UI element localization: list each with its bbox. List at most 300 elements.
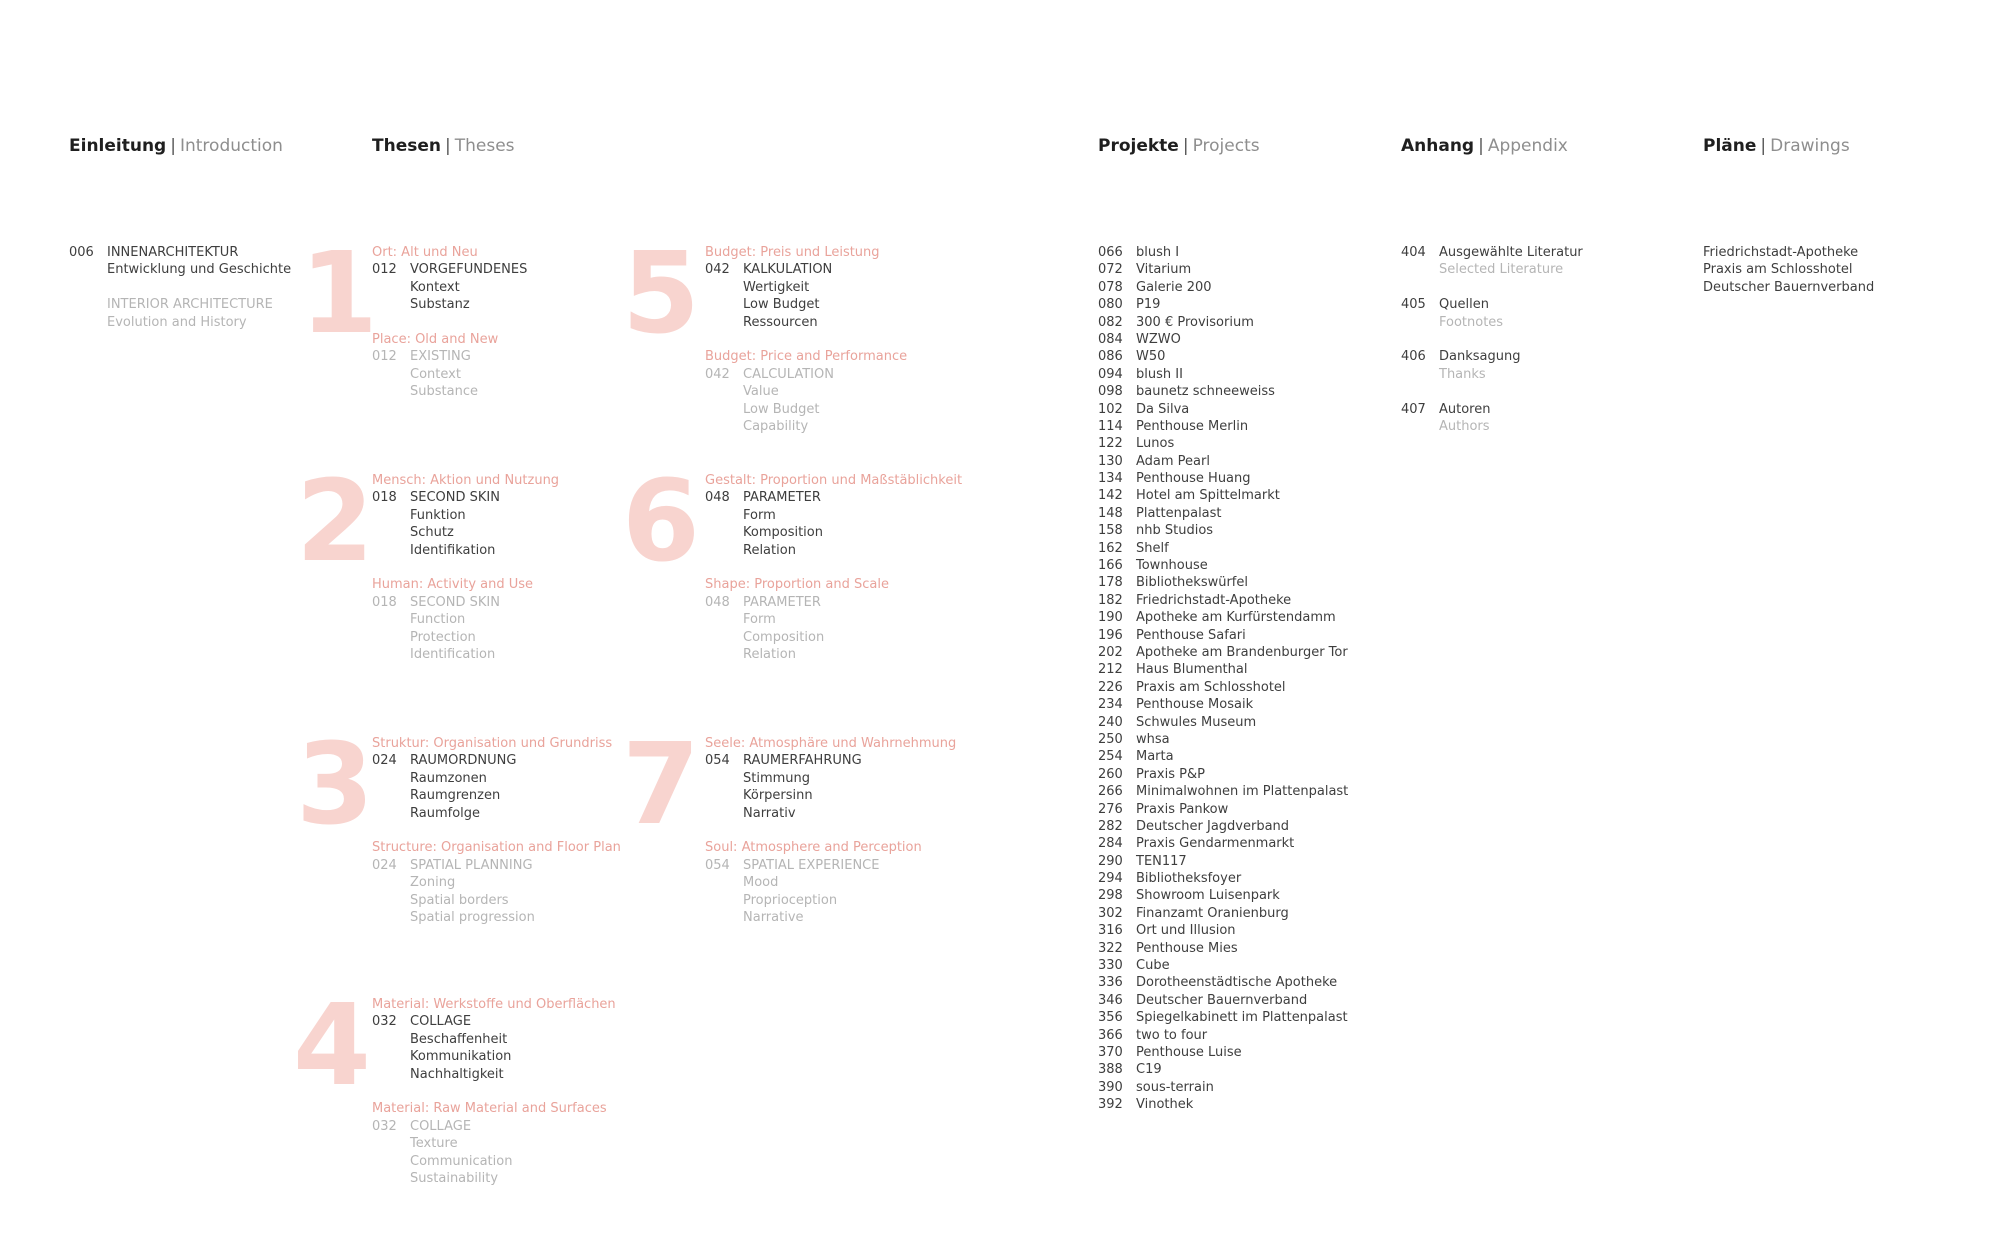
project-name: Bibliothekswürfel [1136,575,1248,591]
thesis-title-en: PARAMETER [743,594,821,610]
spacer [372,314,527,331]
project-page-number: 122 [1098,436,1123,452]
thesis-entry [372,244,527,401]
thesis-keyword-de: Relation [743,542,796,558]
project-page-number: 142 [1098,488,1123,504]
thesis-keyword-de: Narrativ [743,805,796,821]
project-name: Vinothek [1136,1097,1194,1113]
appendix-title-de: Ausgewählte Literatur [1439,245,1583,260]
heading-appendix [1401,134,1568,158]
project-name: TEN117 [1136,853,1187,869]
thesis-keyword-en: Function [410,612,466,628]
appendix-page-number: 405 [1401,297,1426,313]
appendix-title-de: Quellen [1439,297,1489,313]
project-item[interactable] [1098,418,1348,435]
thesis-title-en: SECOND SKIN [410,594,500,610]
heading-drawings-de: Pläne [1703,136,1757,156]
thesis-title-en: SPATIAL EXPERIENCE [743,857,880,873]
project-page-number: 392 [1098,1097,1123,1113]
project-item[interactable] [1098,592,1348,609]
project-name: Hotel am Spittelmarkt [1136,488,1280,504]
project-page-number: 182 [1098,592,1123,608]
project-item[interactable] [1098,453,1348,470]
project-page-number: 158 [1098,523,1123,539]
heading-introduction-en: Introduction [179,136,283,156]
project-item[interactable] [1098,992,1348,1009]
thesis-keyword-en: Zoning [410,875,456,891]
project-item[interactable] [1098,748,1348,765]
appendix-list [1401,244,1583,435]
project-page-number: 290 [1098,853,1123,869]
project-item[interactable] [1098,331,1348,348]
project-item[interactable] [1098,835,1348,852]
thesis-page-number: 032 [372,1118,397,1134]
thesis-title-row-de [372,1013,616,1030]
thesis-keyword-de: Komposition [743,525,823,541]
thesis-category-en: Budget: Price and Performance [705,349,908,365]
project-name: C19 [1136,1062,1162,1078]
project-page-number: 302 [1098,905,1123,921]
project-name: Apotheke am Kurfürstendamm [1136,610,1336,626]
intro-title-row [69,244,291,261]
project-name: two to four [1136,1027,1208,1043]
thesis-category-en: Shape: Proportion and Scale [705,577,889,593]
thesis-page-number: 012 [372,262,397,278]
thesis-keyword-en: Spatial borders [410,892,509,908]
thesis-keyword-en: Relation [743,646,796,662]
drawing-item[interactable]: Deutscher Bauernverband [1703,279,1875,295]
project-page-number: 212 [1098,662,1123,678]
project-item[interactable] [1098,557,1348,574]
heading-separator: | [444,136,451,156]
project-item[interactable] [1098,401,1348,418]
project-name: baunetz schneeweiss [1136,384,1275,400]
thesis-title-row-en [705,594,962,611]
project-item[interactable] [1098,974,1348,991]
project-item[interactable] [1098,957,1348,974]
thesis-title-row-en [372,857,621,874]
thesis-page-number: 024 [372,857,397,873]
thesis-entry [372,735,621,926]
projects-list [1098,244,1348,1114]
project-item[interactable] [1098,1079,1348,1096]
thesis-keyword-en: Sustainability [410,1170,499,1186]
thesis-title-de: RAUMORDNUNG [410,753,517,769]
thesis-category-de: Material: Werkstoffe und Oberflächen [372,997,616,1012]
thesis-title-row-de [705,489,962,506]
appendix-item[interactable] [1401,296,1583,313]
project-name: Vitarium [1136,262,1192,278]
project-name: 300 € Provisorium [1136,314,1254,330]
project-page-number: 240 [1098,714,1123,730]
thesis-title-row-en [372,1118,616,1135]
project-name: Penthouse Huang [1136,471,1251,487]
project-page-number: 330 [1098,958,1123,974]
thesis-keyword-en: Form [743,612,776,628]
thesis-keyword-en: Protection [410,629,476,645]
project-name: Friedrichstadt-Apotheke [1136,592,1292,608]
project-item[interactable] [1098,1009,1348,1026]
project-item[interactable] [1098,853,1348,870]
thesis-keyword-en: Texture [410,1136,458,1152]
project-item[interactable] [1098,244,1348,261]
project-page-number: 298 [1098,888,1123,904]
intro-entry [69,244,291,331]
project-item[interactable] [1098,296,1348,313]
project-page-number: 080 [1098,297,1123,313]
heading-separator: | [1760,136,1767,156]
intro-title-en: INTERIOR ARCHITECTURE [107,297,273,313]
heading-separator: | [1182,136,1189,156]
thesis-keyword-de: Raumzonen [410,770,487,786]
project-item[interactable] [1098,574,1348,591]
project-item[interactable] [1098,540,1348,557]
thesis-category-en: Soul: Atmosphere and Perception [705,840,922,856]
thesis-entry [705,735,956,926]
project-name: Spiegelkabinett im Plattenpalast [1136,1010,1348,1026]
project-name: Penthouse Mosaik [1136,697,1254,713]
thesis-title-row-de [705,261,907,278]
thesis-keyword-de: Stimmung [743,770,811,786]
project-page-number: 148 [1098,505,1123,521]
heading-introduction-de: Einleitung [69,136,167,156]
thesis-category-en: Material: Raw Material and Surfaces [372,1101,607,1117]
thesis-title-row-en [705,366,907,383]
thesis-keyword-de: Kontext [410,279,460,295]
project-page-number: 114 [1098,418,1123,434]
thesis-entry [705,472,962,663]
appendix-page-number: 404 [1401,245,1426,260]
thesis-title-row-de [705,752,956,769]
project-page-number: 190 [1098,610,1123,626]
heading-separator: | [1478,136,1484,156]
project-name: Penthouse Safari [1136,627,1246,643]
thesis-category-de: Seele: Atmosphäre und Wahrnehmung [705,736,957,751]
project-name: Lunos [1136,436,1175,452]
thesis-title-row-de [372,489,559,506]
thesis-number: 1 [300,229,376,359]
project-page-number: 276 [1098,801,1123,817]
project-page-number: 102 [1098,401,1123,417]
project-name: Praxis Gendarmenmarkt [1136,836,1295,852]
project-page-number: 388 [1098,1062,1123,1078]
project-name: Penthouse Merlin [1136,418,1249,434]
thesis-page-number: 048 [705,490,730,506]
thesis-keyword-de: Raumgrenzen [410,788,501,804]
thesis-category-de: Mensch: Aktion und Nutzung [372,473,560,488]
spacer [1401,279,1583,296]
project-item[interactable] [1098,679,1348,696]
project-name: Apotheke am Brandenburger Tor [1136,644,1348,660]
thesis-entry [372,472,559,663]
project-name: Deutscher Jagdverband [1136,818,1290,834]
project-item[interactable] [1098,801,1348,818]
project-page-number: 370 [1098,1044,1123,1060]
thesis-title-en: EXISTING [410,349,471,365]
project-item[interactable] [1098,1061,1348,1078]
project-name: whsa [1136,731,1170,747]
project-page-number: 066 [1098,245,1123,260]
project-name: Galerie 200 [1136,279,1212,295]
thesis-category-de: Ort: Alt und Neu [372,245,478,260]
project-name: Marta [1136,749,1174,765]
project-item[interactable] [1098,714,1348,731]
heading-projects-de: Projekte [1098,136,1179,156]
project-item[interactable] [1098,940,1348,957]
thesis-number: 2 [296,457,372,587]
project-name: Haus Blumenthal [1136,662,1248,678]
project-item[interactable] [1098,627,1348,644]
project-item[interactable] [1098,383,1348,400]
project-item[interactable] [1098,609,1348,626]
project-page-number: 266 [1098,784,1123,800]
project-page-number: 202 [1098,644,1123,660]
project-name: Praxis Pankow [1136,801,1229,817]
heading-appendix-en: Appendix [1487,136,1568,156]
appendix-title-en: Selected Literature [1439,262,1564,278]
project-item[interactable] [1098,696,1348,713]
appendix-title-en: Footnotes [1439,314,1504,330]
project-name: Bibliotheksfoyer [1136,871,1242,887]
project-page-number: 086 [1098,349,1123,365]
project-page-number: 346 [1098,992,1123,1008]
project-page-number: 196 [1098,627,1123,643]
heading-appendix-de: Anhang [1401,136,1475,156]
thesis-entry [372,996,616,1187]
intro-subtitle-en: Evolution and History [107,314,247,330]
thesis-page-number: 042 [705,366,730,382]
thesis-number: 7 [622,720,698,850]
project-item[interactable] [1098,783,1348,800]
thesis-keyword-en: Value [743,384,779,400]
project-page-number: 316 [1098,923,1123,939]
project-page-number: 094 [1098,366,1123,382]
thesis-title-en: CALCULATION [743,366,834,382]
drawings-list [1703,244,1874,296]
thesis-title-row-de [372,752,621,769]
project-page-number: 098 [1098,384,1123,400]
thesis-number: 5 [622,229,698,359]
project-page-number: 134 [1098,471,1123,487]
thesis-title-row-en [705,857,956,874]
project-name: Showroom Luisenpark [1136,888,1280,904]
project-name: Plattenpalast [1136,505,1222,521]
project-item[interactable] [1098,314,1348,331]
project-page-number: 322 [1098,940,1123,956]
appendix-page-number: 406 [1401,349,1426,365]
project-name: Adam Pearl [1136,453,1210,469]
project-name: Penthouse Luise [1136,1044,1242,1060]
project-name: P19 [1136,297,1161,313]
thesis-keyword-en: Narrative [743,909,804,925]
project-item[interactable] [1098,522,1348,539]
thesis-keyword-de: Nachhaltigkeit [410,1066,504,1082]
thesis-number: 4 [293,981,369,1111]
thesis-keyword-de: Wertigkeit [743,279,810,295]
project-item[interactable] [1098,470,1348,487]
thesis-keyword-en: Context [410,366,461,382]
thesis-number: 6 [622,457,698,587]
project-name: Minimalwohnen im Plattenpalast [1136,784,1349,800]
heading-theses-en: Theses [454,136,515,156]
project-item[interactable] [1098,487,1348,504]
thesis-category-en: Place: Old and New [372,331,499,347]
appendix-title-de: Autoren [1439,401,1491,417]
project-name: blush I [1136,245,1180,260]
thesis-title-row-de [372,261,527,278]
thesis-keyword-en: Proprioception [743,892,838,908]
project-name: nhb Studios [1136,523,1214,539]
spacer [1401,383,1583,400]
thesis-page-number: 018 [372,490,397,506]
project-page-number: 336 [1098,975,1123,991]
thesis-title-de: RAUMERFAHRUNG [743,753,862,769]
project-name: Schwules Museum [1136,714,1257,730]
thesis-keyword-de: Identifikation [410,542,496,558]
project-name: blush II [1136,366,1183,382]
project-item[interactable] [1098,261,1348,278]
project-item[interactable] [1098,731,1348,748]
project-name: WZWO [1136,331,1181,347]
project-name: Penthouse Mies [1136,940,1238,956]
project-page-number: 166 [1098,558,1123,574]
heading-separator: | [170,136,176,156]
project-page-number: 366 [1098,1027,1123,1043]
thesis-keyword-en: Substance [410,384,478,400]
project-page-number: 082 [1098,314,1123,330]
project-page-number: 294 [1098,871,1123,887]
thesis-category-de: Budget: Preis und Leistung [705,245,880,260]
project-item[interactable] [1098,348,1348,365]
appendix-title-en: Thanks [1439,366,1486,382]
thesis-title-row-en [372,348,527,365]
project-page-number: 260 [1098,766,1123,782]
heading-projects-en: Projects [1192,136,1260,156]
thesis-page-number: 054 [705,857,730,873]
thesis-keyword-en: Spatial progression [410,909,535,925]
project-page-number: 084 [1098,331,1123,347]
project-page-number: 072 [1098,262,1123,278]
thesis-keyword-en: Composition [743,629,825,645]
heading-introduction [69,134,283,158]
thesis-title-de: VORGEFUNDENES [410,262,528,278]
project-name: Deutscher Bauernverband [1136,992,1308,1008]
spacer [705,559,962,576]
project-name: Praxis am Schlosshotel [1136,679,1286,695]
project-page-number: 284 [1098,836,1123,852]
project-name: Dorotheenstädtische Apotheke [1136,975,1338,991]
thesis-page-number: 032 [372,1014,397,1030]
project-item[interactable] [1098,1096,1348,1113]
thesis-keyword-de: Low Budget [743,297,820,313]
project-item[interactable] [1098,435,1348,452]
drawing-item[interactable]: Praxis am Schlosshotel [1703,262,1853,278]
thesis-title-row-en [372,594,559,611]
thesis-keyword-en: Identification [410,646,496,662]
project-item[interactable] [1098,922,1348,939]
project-item[interactable] [1098,644,1348,661]
project-page-number: 254 [1098,749,1123,765]
thesis-title-de: COLLAGE [410,1014,472,1030]
project-item[interactable] [1098,766,1348,783]
project-name: sous-terrain [1136,1079,1214,1095]
project-item[interactable] [1098,366,1348,383]
thesis-page-number: 048 [705,594,730,610]
project-page-number: 390 [1098,1079,1123,1095]
project-page-number: 282 [1098,818,1123,834]
thesis-keyword-en: Low Budget [743,401,820,417]
project-page-number: 178 [1098,575,1123,591]
intro-subtitle-de: Entwicklung und Geschichte [107,262,292,278]
project-page-number: 078 [1098,279,1123,295]
thesis-page-number: 024 [372,753,397,769]
thesis-title-de: SECOND SKIN [410,490,500,506]
project-item[interactable] [1098,905,1348,922]
thesis-keyword-de: Funktion [410,507,466,523]
thesis-category-de: Struktur: Organisation und Grundriss [372,736,613,751]
spacer [705,331,907,348]
thesis-keyword-de: Körpersinn [743,788,813,804]
thesis-category-en: Human: Activity and Use [372,577,534,593]
spacer [1401,331,1583,348]
project-name: Da Silva [1136,401,1190,417]
thesis-keyword-de: Beschaffenheit [410,1031,508,1047]
heading-drawings-en: Drawings [1770,136,1850,156]
heading-theses [372,134,515,158]
thesis-keyword-de: Raumfolge [410,805,481,821]
appendix-item[interactable] [1401,401,1583,418]
spacer [372,822,621,839]
project-item[interactable] [1098,1027,1348,1044]
project-item[interactable] [1098,661,1348,678]
thesis-page-number: 018 [372,594,397,610]
project-item[interactable] [1098,887,1348,904]
project-item[interactable] [1098,1044,1348,1061]
thesis-category-en: Structure: Organisation and Floor Plan [372,840,621,856]
project-item[interactable] [1098,870,1348,887]
project-page-number: 130 [1098,453,1123,469]
intro-page-number: 006 [69,245,94,260]
project-item[interactable] [1098,818,1348,835]
thesis-keyword-de: Form [743,507,776,523]
appendix-title-en: Authors [1439,418,1490,434]
project-item[interactable] [1098,279,1348,296]
project-page-number: 250 [1098,731,1123,747]
project-name: Townhouse [1136,558,1208,574]
project-item[interactable] [1098,505,1348,522]
thesis-keyword-de: Schutz [410,525,454,541]
thesis-keyword-en: Capability [743,418,809,434]
project-page-number: 356 [1098,1010,1123,1026]
appendix-title-de: Danksagung [1439,349,1521,365]
thesis-keyword-en: Communication [410,1153,513,1169]
project-name: Ort und Illusion [1136,923,1236,939]
drawing-item[interactable]: Friedrichstadt-Apotheke [1703,245,1859,260]
appendix-item[interactable] [1401,348,1583,365]
project-name: Shelf [1136,540,1169,556]
appendix-page-number: 407 [1401,401,1426,417]
thesis-page-number: 054 [705,753,730,769]
spacer [372,559,559,576]
heading-projects [1098,134,1260,158]
thesis-number: 3 [296,720,372,850]
thesis-page-number: 012 [372,349,397,365]
thesis-title-en: COLLAGE [410,1118,472,1134]
appendix-item[interactable] [1401,244,1583,261]
project-name: Praxis P&P [1136,766,1205,782]
thesis-title-en: SPATIAL PLANNING [410,857,533,873]
project-page-number: 162 [1098,540,1123,556]
